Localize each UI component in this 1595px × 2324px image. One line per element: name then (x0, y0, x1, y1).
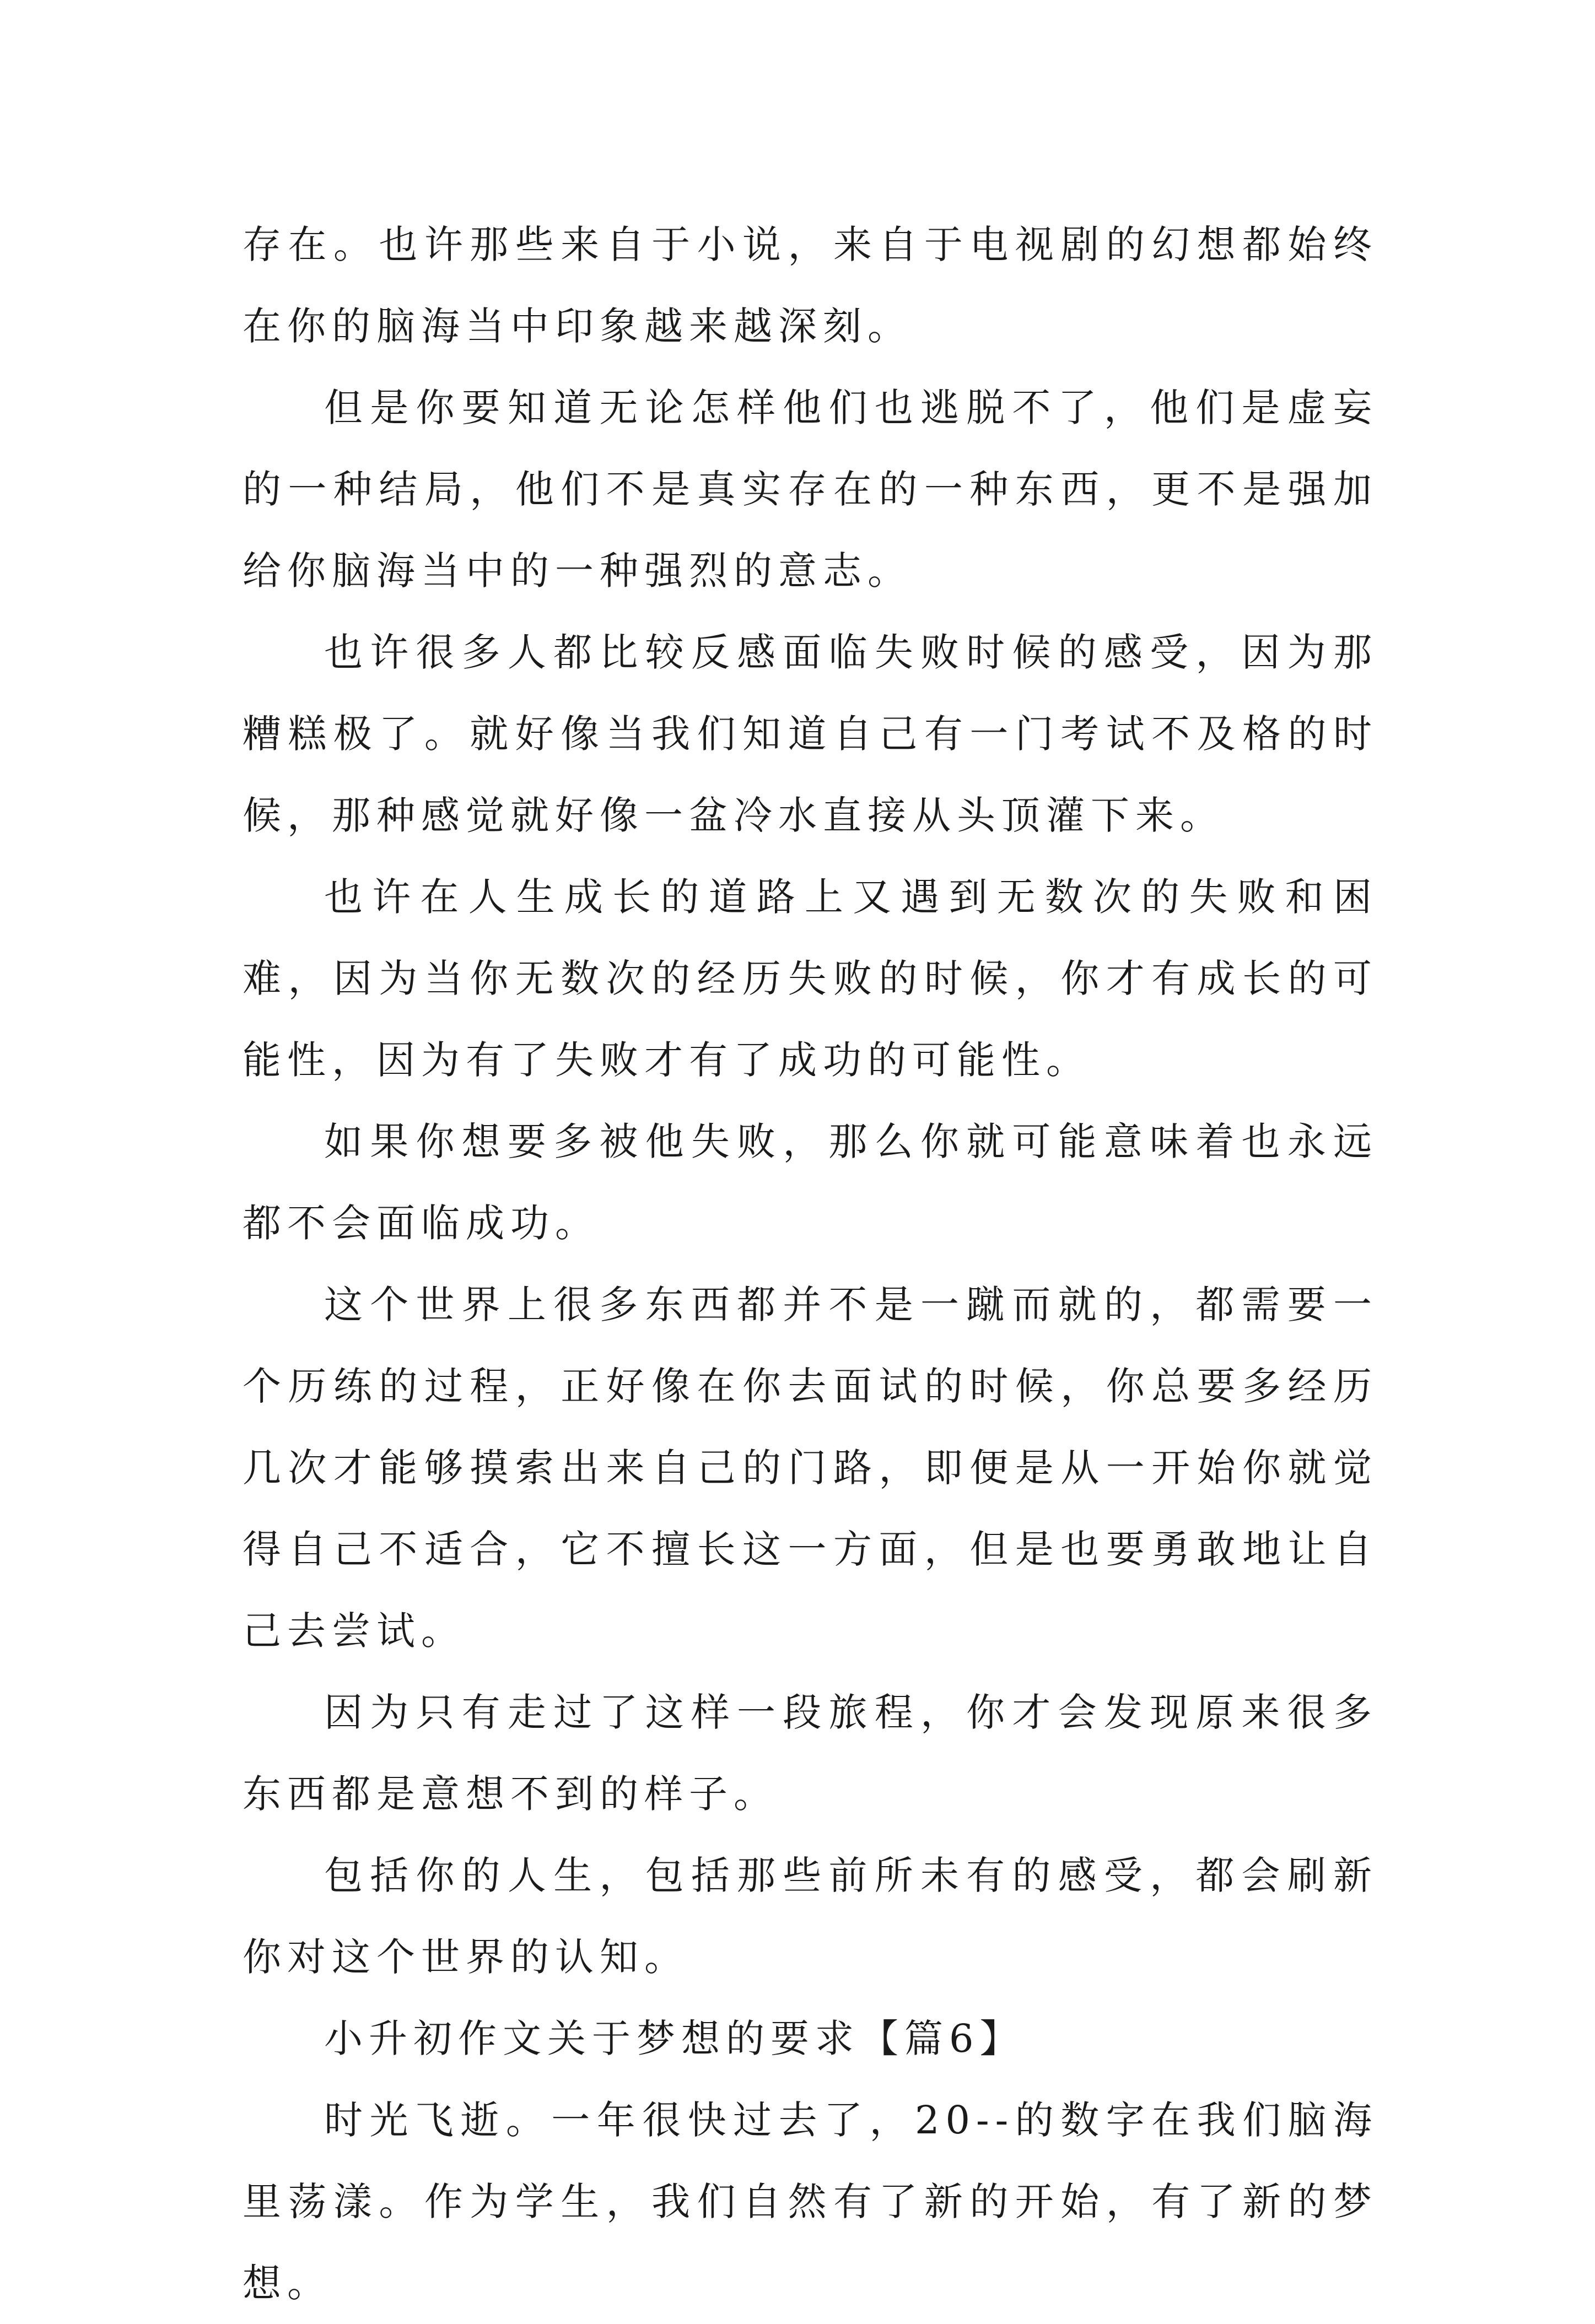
paragraph-3: 也许很多人都比较反感面临失败时候的感受，因为那糟糕极了。就好像当我们知道自己有一门考试不及格的时候，那种感觉就好像一盆冷水直接从头顶灌下来。 (243, 630, 1378, 838)
paragraph-8: 包括你的人生，包括那些前所未有的感受，都会刷新你对这个世界的认知。 (243, 1853, 1378, 1980)
paragraph-9: 时光飞逝。一年很快过去了，20--的数字在我们脑海里荡漾。作为学生，我们自然有了新的开始，有了新的梦想。 (243, 2098, 1378, 2306)
paragraph-4: 也许在人生成长的道路上又遇到无数次的失败和困难，因为当你无数次的经历失败的时候，你才有成长的可能性，因为有了失败才有了成功的可能性。 (243, 874, 1378, 1083)
document-body (243, 204, 1378, 2324)
paragraph-1: 存在。也许那些来自于小说，来自于电视剧的幻想都始终在你的脑海当中印象越来越深刻。 (243, 222, 1378, 349)
paragraph-6: 这个世界上很多东西都并不是一蹴而就的，都需要一个历练的过程，正好像在你去面试的时候，你总要多经历几次才能够摸索出来自己的门路，即便是从一开始你就觉得自己不适合，它不擅长这一方面，但是也要勇敢地让自己去尝试。 (243, 1282, 1378, 1653)
paragraph-5: 如果你想要多被他失败，那么你就可能意味着也永远都不会面临成功。 (243, 1119, 1378, 1246)
section-heading: 小升初作文关于梦想的要求【篇6】 (324, 2016, 1025, 2061)
paragraph-2: 但是你要知道无论怎样他们也逃脱不了，他们是虚妄的一种结局，他们不是真实存在的一种东西，更不是强加给你脑海当中的一种强烈的意志。 (243, 385, 1378, 593)
paragraph-7: 因为只有走过了这样一段旅程，你才会发现原来很多东西都是意想不到的样子。 (243, 1690, 1378, 1817)
